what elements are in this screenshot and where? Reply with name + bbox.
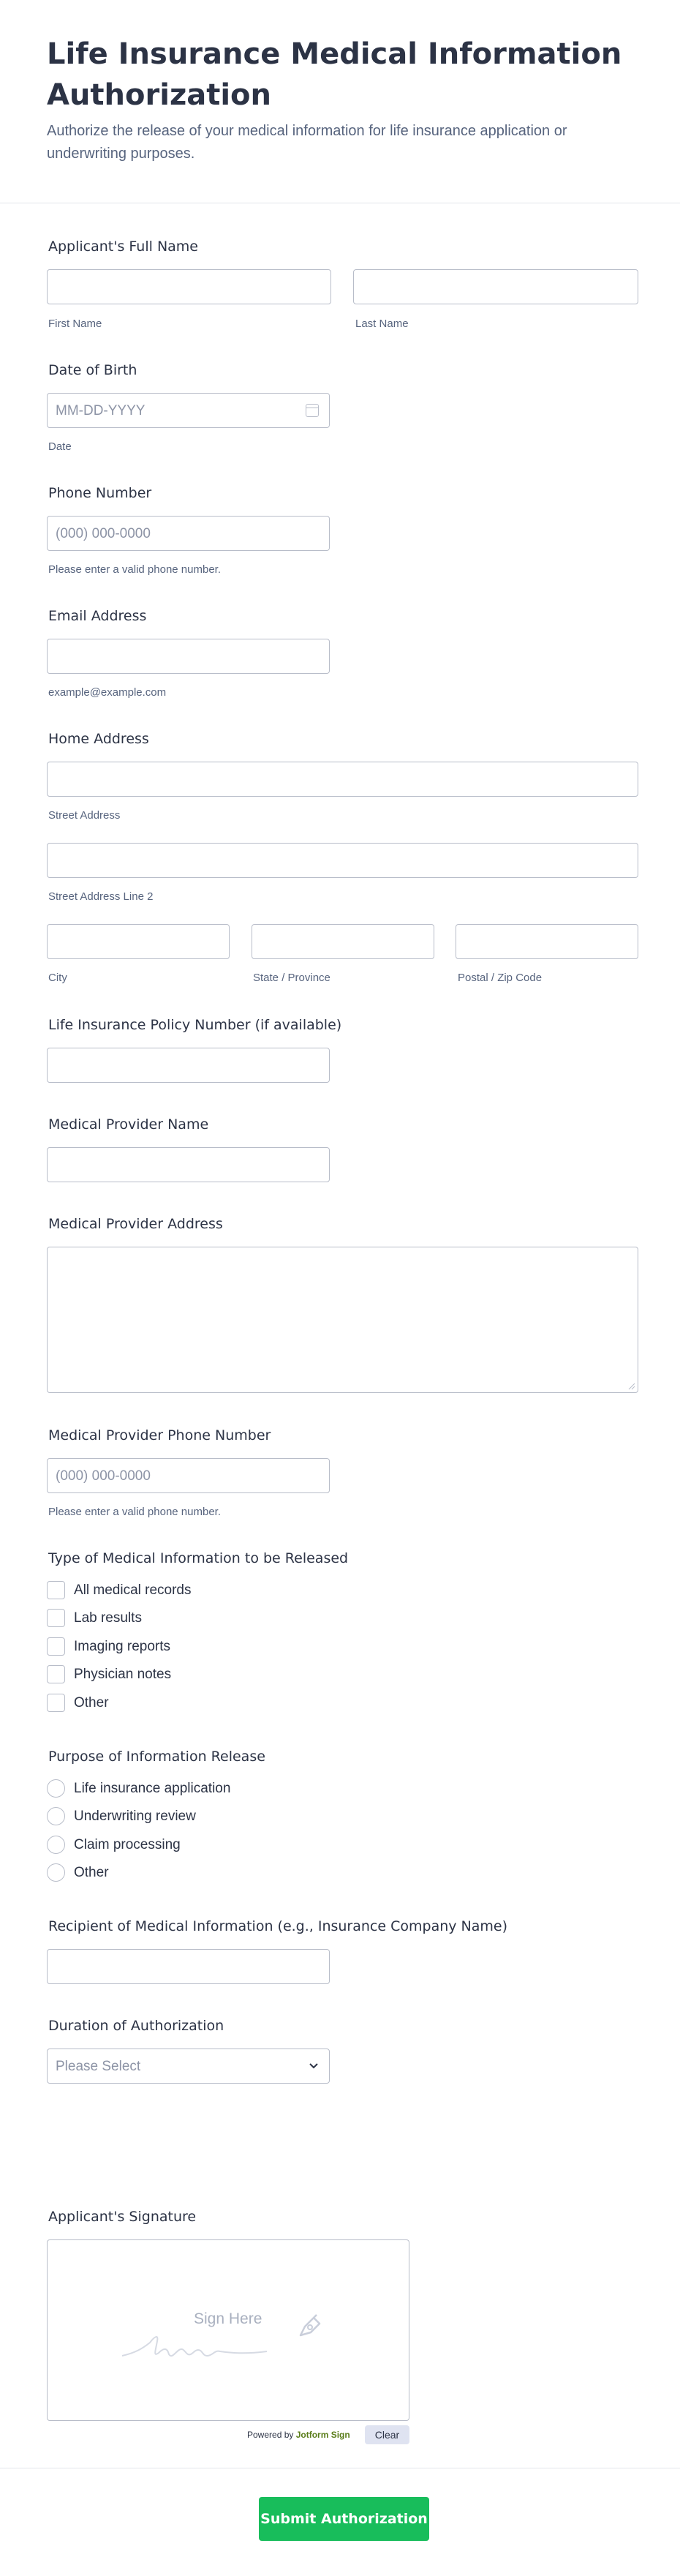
submit-button[interactable]: Submit Authorization	[259, 2497, 429, 2541]
city-input[interactable]	[47, 924, 230, 959]
street-address-line2-input[interactable]	[47, 843, 638, 878]
first-name-sublabel: First Name	[48, 318, 102, 330]
powered-prefix: Powered by	[247, 2430, 296, 2440]
option-label: Lab results	[74, 1610, 142, 1626]
info-type-label: Type of Medical Information to be Released	[48, 1550, 349, 1566]
purpose-label: Purpose of Information Release	[48, 1749, 265, 1765]
option-label: Life insurance application	[74, 1781, 231, 1796]
street-address-input[interactable]	[47, 762, 638, 797]
duration-label: Duration of Authorization	[48, 2018, 224, 2034]
email-sublabel: example@example.com	[48, 686, 167, 699]
option-label: Other	[74, 1865, 109, 1880]
checkbox-physician-notes[interactable]	[47, 1665, 65, 1683]
zip-sublabel: Postal / Zip Code	[458, 972, 543, 984]
radio-claim-processing[interactable]	[47, 1836, 65, 1854]
checkbox-imaging-reports[interactable]	[47, 1637, 65, 1656]
street-address-line2-sublabel: Street Address Line 2	[48, 890, 154, 903]
duration-placeholder: Please Select	[56, 2059, 141, 2074]
provider-phone-input[interactable]	[47, 1458, 330, 1493]
address-label: Home Address	[48, 731, 149, 747]
form-title: Life Insurance Medical Information Authorization	[47, 37, 622, 112]
phone-sublabel: Please enter a valid phone number.	[48, 563, 221, 576]
dob-input[interactable]	[47, 393, 330, 428]
state-sublabel: State / Province	[253, 972, 330, 984]
provider-address-label: Medical Provider Address	[48, 1216, 223, 1232]
state-input[interactable]	[252, 924, 434, 959]
dob-sublabel: Date	[48, 440, 72, 453]
option-label: Other	[74, 1695, 109, 1711]
option-label: Imaging reports	[74, 1639, 171, 1654]
duration-select[interactable]	[47, 2049, 330, 2084]
provider-phone-placeholder: (000) 000-0000	[56, 1468, 151, 1484]
pen-icon	[296, 2310, 325, 2340]
last-name-input[interactable]	[353, 269, 638, 304]
option-label: Physician notes	[74, 1667, 172, 1682]
signature-scribble-icon	[121, 2327, 311, 2363]
sign-here-text: Sign Here	[194, 2310, 262, 2327]
jotform-sign-brand: Jotform Sign	[295, 2430, 350, 2440]
first-name-input[interactable]	[47, 269, 331, 304]
recipient-label: Recipient of Medical Information (e.g., Insurance Company Name)	[48, 1918, 508, 1934]
city-sublabel: City	[48, 972, 67, 984]
provider-address-textarea[interactable]	[47, 1247, 638, 1393]
full-name-label: Applicant's Full Name	[48, 239, 199, 255]
option-label: All medical records	[74, 1582, 192, 1598]
provider-phone-label: Medical Provider Phone Number	[48, 1427, 271, 1443]
phone-label: Phone Number	[48, 485, 152, 501]
provider-phone-sublabel: Please enter a valid phone number.	[48, 1506, 221, 1518]
option-label: Underwriting review	[74, 1809, 196, 1824]
policy-number-input[interactable]	[47, 1048, 330, 1083]
checkbox-lab-results[interactable]	[47, 1609, 65, 1627]
option-label: Claim processing	[74, 1837, 181, 1852]
provider-name-input[interactable]	[47, 1147, 330, 1182]
policy-label: Life Insurance Policy Number (if available)	[48, 1017, 342, 1033]
last-name-sublabel: Last Name	[355, 318, 409, 330]
phone-placeholder: (000) 000-0000	[56, 526, 151, 541]
recipient-input[interactable]	[47, 1949, 330, 1984]
dob-label: Date of Birth	[48, 362, 137, 378]
signature-label: Applicant's Signature	[48, 2209, 197, 2225]
provider-name-label: Medical Provider Name	[48, 1116, 209, 1133]
street-address-sublabel: Street Address	[48, 809, 121, 822]
zip-input[interactable]	[456, 924, 638, 959]
radio-life-insurance-application[interactable]	[47, 1779, 65, 1798]
dob-placeholder: MM-DD-YYYY	[56, 403, 146, 418]
radio-underwriting-review[interactable]	[47, 1807, 65, 1825]
clear-signature-button[interactable]: Clear	[365, 2425, 409, 2444]
signature-pad[interactable]	[47, 2239, 409, 2421]
form-header	[0, 0, 680, 203]
checkbox-all-medical-records[interactable]	[47, 1581, 65, 1599]
resize-handle-icon[interactable]	[628, 1383, 635, 1390]
chevron-down-icon	[309, 2061, 319, 2071]
email-input[interactable]	[47, 639, 330, 674]
form-subtitle: Authorize the release of your medical information for life insurance application or underwriting purposes.	[47, 123, 567, 162]
calendar-icon[interactable]	[306, 404, 319, 417]
checkbox-other[interactable]	[47, 1694, 65, 1712]
phone-input[interactable]	[47, 516, 330, 551]
radio-other[interactable]	[47, 1863, 65, 1882]
powered-by-text	[247, 2430, 350, 2440]
email-label: Email Address	[48, 608, 147, 624]
